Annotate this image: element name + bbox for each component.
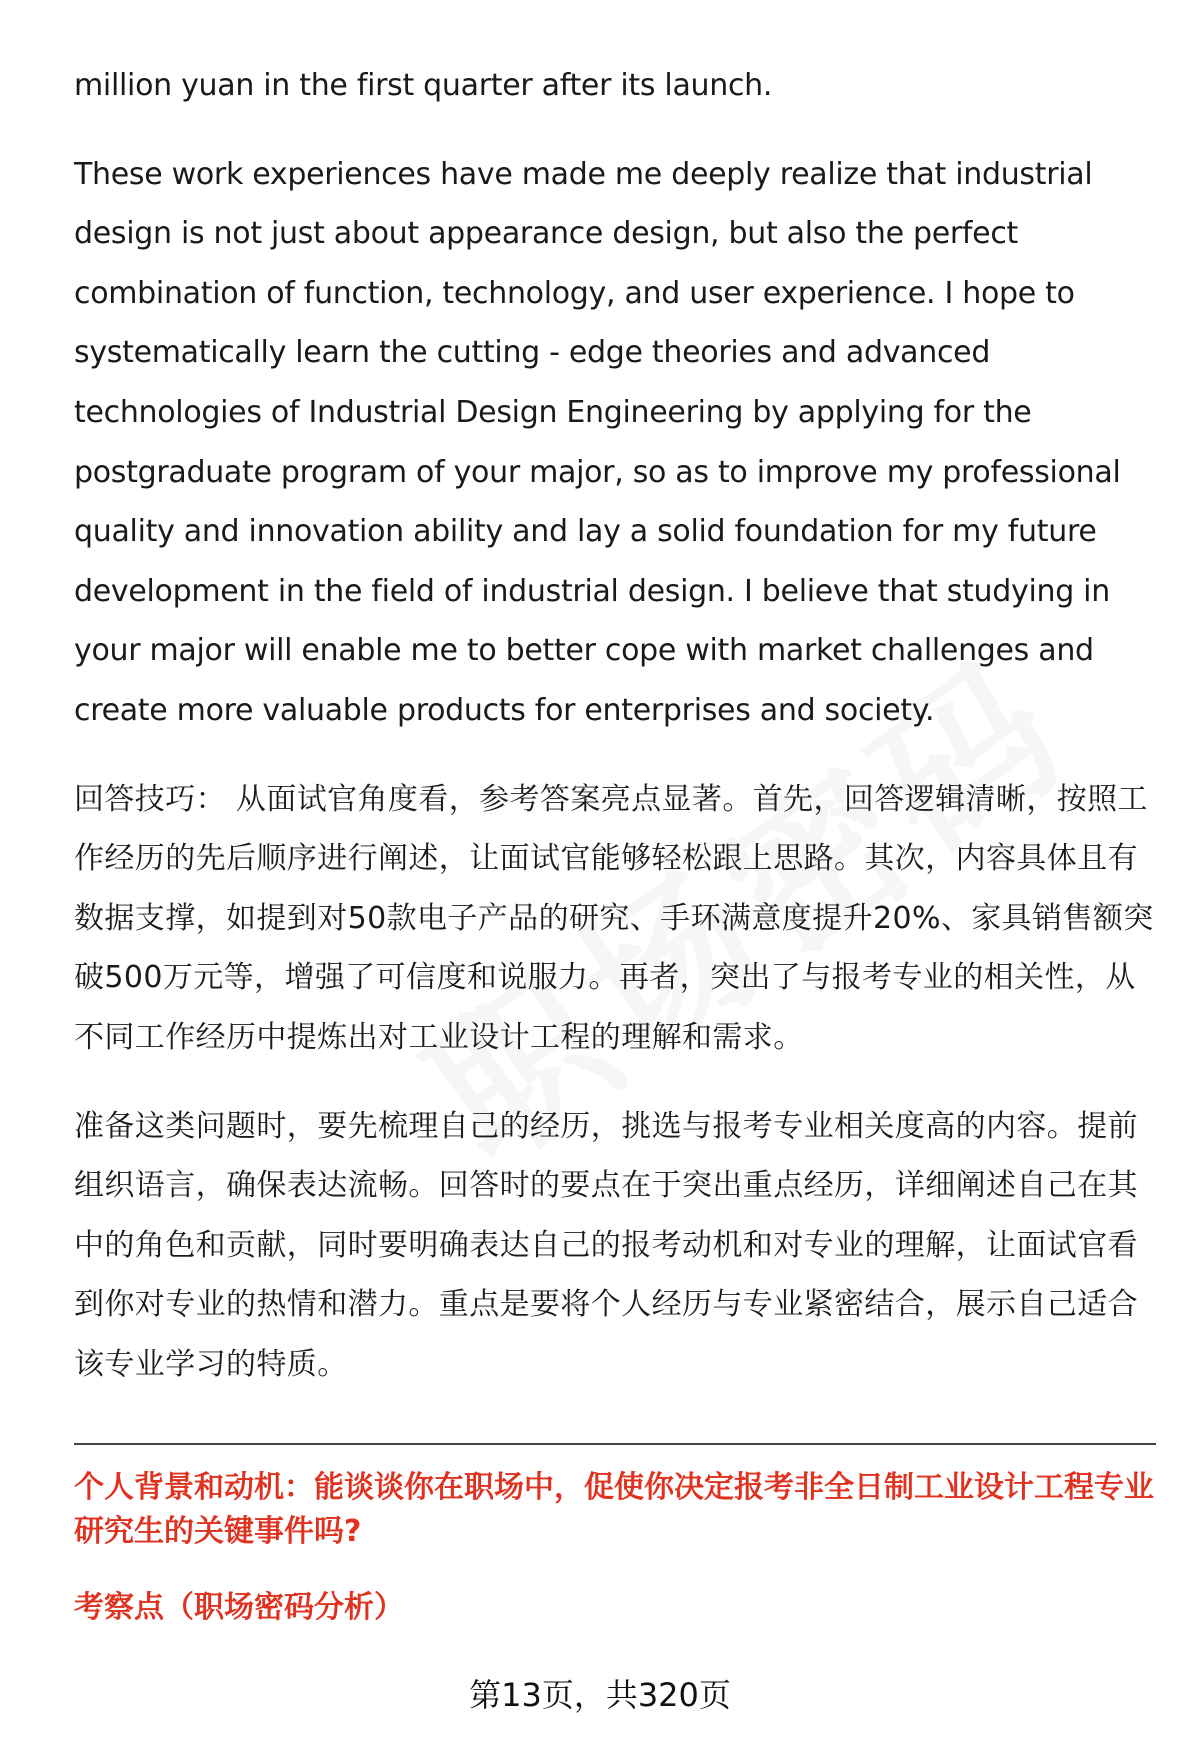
interview-question: 个人背景和动机：能谈谈你在职场中，促使你决定报考非全日制工业设计工程专业研究生的关键事件吗? xyxy=(74,1470,1154,1549)
paragraph-answer-tips: 回答技巧： 从面试官角度看，参考答案亮点显著。首先，回答逻辑清晰，按照工作经历的先后顺序进行阐述，让面试官能够轻松跟上思路。其次，内容具体且有数据支撑，如提到对50款电子产品的研究、手环满意度提升20%、家具销售额突破500万元等，增强了可信度和说服力。再者，突出了与报考专业的相关性，从不同工作经历中提炼出对工业设计工程的理解和需求。 xyxy=(74,781,1154,1055)
assessment-point-heading: 考察点（职场密码分析） xyxy=(74,1590,404,1625)
paragraph-continuation: million yuan in the first quarter after its launch. xyxy=(74,68,773,103)
page-body xyxy=(74,56,1156,1394)
paragraph-preparation-advice: 准备这类问题时，要先梳理自己的经历，挑选与报考专业相关度高的内容。提前组织语言，确保表达流畅。回答时的要点在于突出重点经历，详细阐述自己在其中的角色和贡献，同时要明确表达自己的报考动机和对专业的理解，让面试官看到你对专业的热情和潜力。重点是要将个人经历与专业紧密结合，展示自己适合该专业学习的特质。 xyxy=(74,1108,1138,1382)
section-divider xyxy=(74,1443,1156,1445)
page-number-footer: 第13页，共320页 xyxy=(469,1676,731,1714)
paragraph-motivation: These work experiences have made me deeply realize that industrial design is not just about appearance design, but also the perfect combination of function, technology, and user experience. I hope to systematically learn the cutting - edge theories and advanced technologies of Industrial Design Engineering by applying for the postgraduate program of your major, so as to improve my professional quality and innovation ability and lay a solid foundation for my future development in the field of industrial design. I believe that studying in your major will enable me to better cope with market challenges and create more valuable products for enterprises and society. xyxy=(74,156,1121,728)
